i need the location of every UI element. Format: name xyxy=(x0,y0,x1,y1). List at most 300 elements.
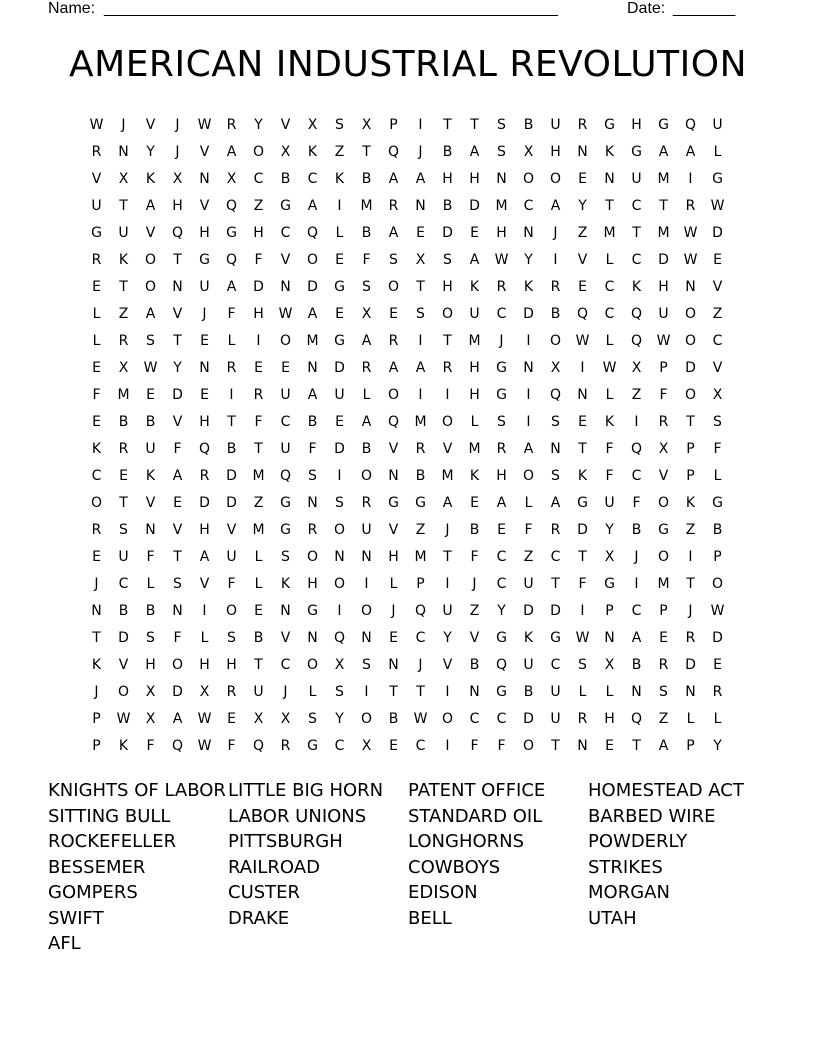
word-bank-item: KNIGHTS OF LABOR xyxy=(48,780,226,801)
word-bank-item: CUSTER xyxy=(228,882,301,903)
grid-letter: L xyxy=(335,225,344,241)
grid-letter: Y xyxy=(524,252,533,268)
grid-letter: T xyxy=(686,576,695,592)
grid-letter: W xyxy=(494,252,509,268)
grid-letter: R xyxy=(226,684,237,700)
grid-letter: E xyxy=(200,333,209,349)
grid-letter: S xyxy=(119,522,128,538)
grid-letter: L xyxy=(605,387,614,403)
grid-letter: H xyxy=(199,657,210,673)
grid-letter: K xyxy=(91,441,102,457)
grid-letter: V xyxy=(145,225,156,241)
word-bank-item: SWIFT xyxy=(48,907,104,929)
grid-letter: H xyxy=(442,279,453,295)
grid-letter: D xyxy=(712,630,723,646)
grid-letter: U xyxy=(361,522,372,538)
grid-letter: H xyxy=(253,225,264,241)
grid-row xyxy=(83,733,743,760)
grid-letter: S xyxy=(416,306,425,322)
grid-letter: N xyxy=(91,603,102,619)
grid-letter: S xyxy=(551,414,560,430)
grid-letter: C xyxy=(604,306,615,322)
grid-letter: K xyxy=(334,171,345,187)
grid-letter: U xyxy=(550,117,561,133)
grid-letter: Z xyxy=(118,306,129,322)
grid-letter: G xyxy=(415,495,426,511)
grid-row xyxy=(83,706,743,733)
grid-letter: V xyxy=(118,657,129,673)
grid-letter: B xyxy=(145,603,156,619)
grid-letter: M xyxy=(414,549,427,565)
word-bank-item: STANDARD OIL xyxy=(408,805,543,827)
grid-letter: C xyxy=(91,468,102,484)
grid-letter: N xyxy=(577,144,588,160)
grid-letter: H xyxy=(550,144,561,160)
grid-row xyxy=(83,625,743,652)
grid-letter: E xyxy=(335,306,344,322)
grid-letter: P xyxy=(686,468,695,484)
grid-letter: V xyxy=(145,495,156,511)
grid-letter: N xyxy=(280,603,291,619)
grid-letter: L xyxy=(605,333,614,349)
grid-letter: W xyxy=(656,333,671,349)
grid-letter: G xyxy=(280,495,291,511)
grid-letter: K xyxy=(469,279,480,295)
grid-letter: A xyxy=(172,468,183,484)
grid-letter: L xyxy=(146,576,155,592)
grid-letter: J xyxy=(94,684,99,700)
grid-letter: V xyxy=(442,441,453,457)
grid-letter: G xyxy=(631,144,642,160)
grid-letter: R xyxy=(550,522,561,538)
grid-letter: I xyxy=(526,414,531,430)
grid-letter: N xyxy=(172,603,183,619)
word-bank-item: STRIKES xyxy=(588,856,663,878)
grid-letter: S xyxy=(335,495,344,511)
grid-letter: B xyxy=(361,441,372,457)
grid-letter: C xyxy=(550,657,561,673)
grid-letter: O xyxy=(684,333,697,349)
grid-letter: E xyxy=(713,252,722,268)
grid-letter: T xyxy=(443,117,452,133)
grid-letter: A xyxy=(469,252,480,268)
grid-row xyxy=(83,328,743,355)
grid-letter: J xyxy=(553,225,558,241)
grid-letter: S xyxy=(551,468,560,484)
grid-letter: O xyxy=(711,576,724,592)
grid-letter: P xyxy=(416,576,425,592)
grid-letter: R xyxy=(253,387,264,403)
grid-letter: G xyxy=(307,738,318,754)
grid-letter: O xyxy=(360,711,373,727)
grid-letter: Y xyxy=(335,711,344,727)
grid-letter: C xyxy=(253,171,264,187)
grid-row xyxy=(83,679,743,706)
grid-letter: O xyxy=(90,495,103,511)
word-bank-item: UTAH xyxy=(588,907,637,929)
grid-letter: O xyxy=(387,279,400,295)
grid-letter: U xyxy=(91,198,102,214)
grid-letter: A xyxy=(307,387,318,403)
grid-letter: D xyxy=(523,306,534,322)
grid-letter: G xyxy=(280,522,291,538)
grid-letter: H xyxy=(199,522,210,538)
grid-letter: R xyxy=(685,630,696,646)
grid-letter: F xyxy=(227,738,236,754)
word-bank-item: LABOR UNIONS xyxy=(228,805,367,827)
grid-letter: N xyxy=(604,171,615,187)
grid-letter: S xyxy=(497,117,506,133)
grid-letter: C xyxy=(496,576,507,592)
grid-letter: S xyxy=(497,414,506,430)
grid-letter: X xyxy=(550,360,561,376)
grid-letter: H xyxy=(496,468,507,484)
grid-letter: L xyxy=(713,468,722,484)
grid-letter: O xyxy=(225,603,238,619)
grid-row xyxy=(83,112,743,139)
grid-letter: Q xyxy=(684,117,697,133)
grid-letter: F xyxy=(92,387,101,403)
grid-letter: R xyxy=(361,495,372,511)
grid-letter: F xyxy=(578,576,587,592)
grid-letter: V xyxy=(172,414,183,430)
grid-letter: W xyxy=(575,630,590,646)
grid-letter: X xyxy=(226,171,237,187)
grid-letter: Q xyxy=(630,333,643,349)
grid-letter: R xyxy=(226,117,237,133)
grid-letter: H xyxy=(172,198,183,214)
grid-letter: O xyxy=(657,549,670,565)
grid-letter: H xyxy=(199,225,210,241)
grid-letter: Q xyxy=(630,711,643,727)
grid-letter: V xyxy=(712,360,723,376)
grid-letter: L xyxy=(470,414,479,430)
grid-row xyxy=(83,571,743,598)
grid-letter: O xyxy=(441,306,454,322)
word-bank-item: POWDERLY xyxy=(588,831,688,852)
grid-letter: X xyxy=(712,387,723,403)
grid-letter: M xyxy=(252,468,265,484)
grid-letter: H xyxy=(469,387,480,403)
word-bank-item: PATENT OFFICE xyxy=(408,780,546,801)
grid-letter: E xyxy=(389,738,398,754)
grid-letter: M xyxy=(657,225,670,241)
grid-letter: C xyxy=(523,198,534,214)
grid-letter: W xyxy=(197,738,212,754)
grid-letter: P xyxy=(686,738,695,754)
grid-letter: D xyxy=(442,225,453,241)
grid-letter: J xyxy=(418,144,423,160)
grid-letter: E xyxy=(470,225,479,241)
grid-letter: P xyxy=(686,441,695,457)
grid-letter: N xyxy=(199,171,210,187)
grid-letter: C xyxy=(469,711,480,727)
grid-letter: I xyxy=(580,603,585,619)
grid-letter: L xyxy=(524,495,533,511)
grid-letter: U xyxy=(712,117,723,133)
grid-letter: C xyxy=(631,603,642,619)
grid-letter: N xyxy=(361,630,372,646)
grid-letter: O xyxy=(522,738,535,754)
grid-letter: K xyxy=(280,576,291,592)
grid-letter: A xyxy=(415,360,426,376)
grid-letter: K xyxy=(145,468,156,484)
grid-letter: D xyxy=(172,684,183,700)
grid-row xyxy=(83,301,743,328)
grid-letter: Z xyxy=(334,144,345,160)
grid-letter: O xyxy=(360,603,373,619)
name-blank-line: ___________________________________________________ xyxy=(104,0,558,17)
grid-letter: W xyxy=(116,711,131,727)
grid-letter: E xyxy=(389,630,398,646)
grid-letter: Z xyxy=(253,495,264,511)
grid-letter: W xyxy=(413,711,428,727)
grid-letter: N xyxy=(145,522,156,538)
grid-letter: M xyxy=(468,441,481,457)
grid-letter: I xyxy=(337,468,342,484)
grid-letter: Z xyxy=(577,225,588,241)
grid-letter: C xyxy=(280,414,291,430)
grid-letter: B xyxy=(523,117,534,133)
grid-letter: J xyxy=(418,657,423,673)
grid-letter: E xyxy=(200,387,209,403)
grid-letter: C xyxy=(550,549,561,565)
grid-letter: O xyxy=(279,333,292,349)
grid-letter: V xyxy=(658,468,669,484)
grid-letter: K xyxy=(577,468,588,484)
grid-letter: A xyxy=(388,360,399,376)
grid-letter: S xyxy=(308,711,317,727)
grid-row xyxy=(83,652,743,679)
grid-letter: R xyxy=(280,738,291,754)
grid-letter: F xyxy=(362,252,371,268)
grid-letter: C xyxy=(415,738,426,754)
grid-letter: R xyxy=(577,117,588,133)
word-bank-item: BELL xyxy=(408,907,452,929)
grid-letter: C xyxy=(496,711,507,727)
grid-letter: M xyxy=(252,522,265,538)
grid-letter: X xyxy=(604,549,615,565)
grid-letter: I xyxy=(445,387,450,403)
grid-letter: R xyxy=(388,333,399,349)
grid-letter: R xyxy=(91,522,102,538)
grid-letter: O xyxy=(522,171,535,187)
grid-letter: L xyxy=(389,576,398,592)
grid-letter: U xyxy=(280,387,291,403)
grid-letter: A xyxy=(415,171,426,187)
grid-letter: R xyxy=(118,441,129,457)
grid-letter: E xyxy=(578,171,587,187)
word-bank-item: LITTLE BIG HORN xyxy=(228,780,384,801)
grid-letter: C xyxy=(496,306,507,322)
grid-row xyxy=(83,166,743,193)
grid-letter: R xyxy=(550,279,561,295)
grid-letter: W xyxy=(278,306,293,322)
word-bank-item: SITTING BULL xyxy=(48,805,171,827)
grid-letter: D xyxy=(226,495,237,511)
grid-letter: Z xyxy=(253,198,264,214)
grid-letter: B xyxy=(550,306,561,322)
grid-letter: E xyxy=(254,360,263,376)
grid-letter: W xyxy=(683,225,698,241)
grid-letter: T xyxy=(119,279,128,295)
grid-letter: J xyxy=(175,144,180,160)
name-date-header xyxy=(48,0,748,20)
grid-letter: N xyxy=(199,360,210,376)
grid-letter: G xyxy=(496,387,507,403)
grid-letter: I xyxy=(580,360,585,376)
grid-letter: S xyxy=(443,252,452,268)
grid-letter: V xyxy=(442,657,453,673)
grid-letter: B xyxy=(388,711,399,727)
grid-letter: N xyxy=(388,657,399,673)
grid-letter: M xyxy=(603,225,616,241)
grid-letter: J xyxy=(391,603,396,619)
date-blank-line: _______ xyxy=(673,0,736,17)
grid-letter: S xyxy=(281,549,290,565)
grid-letter: R xyxy=(415,441,426,457)
grid-letter: Y xyxy=(713,738,722,754)
grid-letter: T xyxy=(551,576,560,592)
grid-letter: Y xyxy=(578,198,587,214)
grid-letter: V xyxy=(280,630,291,646)
grid-letter: S xyxy=(497,144,506,160)
grid-letter: E xyxy=(605,738,614,754)
grid-letter: S xyxy=(227,630,236,646)
grid-letter: X xyxy=(280,144,291,160)
grid-letter: G xyxy=(496,630,507,646)
grid-row xyxy=(83,517,743,544)
grid-row xyxy=(83,490,743,517)
grid-letter: S xyxy=(335,117,344,133)
grid-letter: F xyxy=(308,441,317,457)
grid-row xyxy=(83,409,743,436)
grid-letter: R xyxy=(91,144,102,160)
grid-letter: H xyxy=(253,306,264,322)
grid-letter: J xyxy=(472,576,477,592)
grid-letter: J xyxy=(94,576,99,592)
grid-letter: B xyxy=(469,522,480,538)
grid-letter: G xyxy=(307,603,318,619)
grid-letter: E xyxy=(470,495,479,511)
grid-letter: O xyxy=(441,711,454,727)
grid-letter: K xyxy=(307,144,318,160)
grid-letter: B xyxy=(469,657,480,673)
grid-letter: G xyxy=(604,117,615,133)
word-bank-item: BESSEMER xyxy=(48,856,146,878)
grid-letter: N xyxy=(307,630,318,646)
grid-letter: Q xyxy=(333,630,346,646)
grid-letter: V xyxy=(469,630,480,646)
grid-letter: M xyxy=(468,333,481,349)
grid-letter: M xyxy=(495,198,508,214)
grid-letter: U xyxy=(658,306,669,322)
grid-letter: I xyxy=(202,603,207,619)
grid-letter: G xyxy=(334,333,345,349)
grid-letter: Q xyxy=(414,603,427,619)
grid-letter: W xyxy=(710,603,725,619)
grid-letter: A xyxy=(226,279,237,295)
grid-letter: B xyxy=(253,630,264,646)
grid-letter: Y xyxy=(443,630,452,646)
grid-letter: N xyxy=(280,279,291,295)
grid-letter: O xyxy=(252,144,265,160)
grid-letter: Z xyxy=(469,603,480,619)
grid-letter: N xyxy=(685,684,696,700)
grid-letter: A xyxy=(388,225,399,241)
grid-letter: R xyxy=(496,441,507,457)
grid-letter: Q xyxy=(630,306,643,322)
grid-letter: I xyxy=(688,549,693,565)
grid-letter: J xyxy=(688,603,693,619)
grid-letter: O xyxy=(144,279,157,295)
grid-letter: O xyxy=(657,495,670,511)
grid-letter: B xyxy=(307,414,318,430)
grid-letter: F xyxy=(173,441,182,457)
grid-letter: N xyxy=(685,279,696,295)
grid-letter: F xyxy=(524,522,533,538)
grid-letter: E xyxy=(119,468,128,484)
grid-letter: U xyxy=(118,549,129,565)
grid-letter: H xyxy=(388,549,399,565)
grid-letter: X xyxy=(307,117,318,133)
grid-letter: K xyxy=(469,468,480,484)
grid-letter: O xyxy=(549,171,562,187)
grid-letter: N xyxy=(577,387,588,403)
grid-letter: R xyxy=(577,711,588,727)
grid-letter: S xyxy=(713,414,722,430)
grid-letter: G xyxy=(388,495,399,511)
grid-letter: L xyxy=(605,252,614,268)
grid-letter: N xyxy=(415,198,426,214)
grid-letter: D xyxy=(523,711,534,727)
grid-letter: R xyxy=(388,198,399,214)
grid-letter: H xyxy=(469,360,480,376)
grid-letter: K xyxy=(604,144,615,160)
grid-letter: C xyxy=(415,630,426,646)
grid-letter: S xyxy=(389,252,398,268)
grid-letter: T xyxy=(254,441,263,457)
grid-letter: I xyxy=(418,333,423,349)
grid-letter: F xyxy=(470,738,479,754)
grid-letter: U xyxy=(442,603,453,619)
grid-letter: E xyxy=(173,495,182,511)
grid-letter: X xyxy=(280,711,291,727)
grid-letter: N xyxy=(523,225,534,241)
grid-letter: L xyxy=(605,684,614,700)
grid-letter: H xyxy=(496,225,507,241)
grid-letter: Q xyxy=(387,144,400,160)
grid-letter: X xyxy=(604,657,615,673)
grid-letter: A xyxy=(172,711,183,727)
grid-letter: I xyxy=(634,414,639,430)
grid-letter: B xyxy=(415,468,426,484)
grid-letter: T xyxy=(443,333,452,349)
grid-letter: X xyxy=(334,657,345,673)
grid-letter: R xyxy=(496,279,507,295)
grid-letter: B xyxy=(118,414,129,430)
grid-letter: M xyxy=(657,171,670,187)
grid-letter: O xyxy=(684,387,697,403)
grid-letter: K xyxy=(523,630,534,646)
grid-letter: X xyxy=(172,171,183,187)
grid-letter: F xyxy=(470,549,479,565)
grid-letter: Q xyxy=(171,738,184,754)
grid-letter: U xyxy=(523,657,534,673)
grid-letter: G xyxy=(712,495,723,511)
grid-letter: J xyxy=(175,117,180,133)
grid-row xyxy=(83,436,743,463)
